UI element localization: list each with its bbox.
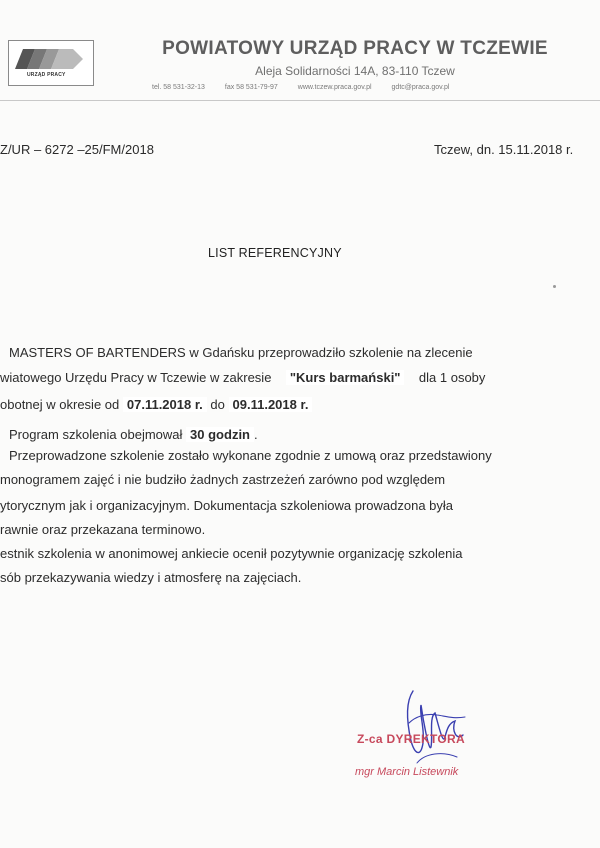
logo-text: URZĄD PRACY bbox=[27, 72, 66, 78]
p1-line-2 bbox=[0, 369, 485, 387]
fax-number: fax 58 531-79-97 bbox=[224, 84, 278, 91]
training-hours: 30 godzin bbox=[186, 427, 254, 442]
date-to: 09.11.2018 r. bbox=[229, 397, 313, 412]
signatory-name: mgr Marcin Listewnik bbox=[355, 766, 459, 778]
handwritten-signature bbox=[385, 683, 475, 773]
course-name: "Kurs barmański" bbox=[286, 370, 405, 385]
phone-number: tel. 58 531-32-13 bbox=[152, 84, 205, 91]
p3-line-1: Przeprowadzone szkolenie zostało wykonane zgodnie z umową oraz przedstawiony bbox=[9, 448, 492, 463]
p4-line-2: sób przekazywania wiedzy i atmosferę na zajęciach. bbox=[0, 570, 302, 585]
reference-number: Z/UR – 6272 –25/FM/2018 bbox=[0, 142, 154, 157]
scan-speck bbox=[553, 285, 556, 288]
logo bbox=[8, 40, 94, 86]
p3-line-2: monogramem zajęć i nie budziło żadnych zastrzeżeń zarówno pod względem bbox=[0, 472, 446, 487]
p3-line-3: ytorycznym jak i organizacyjnym. Dokumentacja szkoleniowa prowadzona była bbox=[0, 498, 454, 513]
p1-line-2-end: dla 1 osoby bbox=[418, 370, 486, 385]
office-contacts bbox=[152, 84, 467, 91]
p1-line-3 bbox=[0, 396, 312, 414]
logo-icon bbox=[13, 43, 89, 73]
website-link[interactable]: www.tczew.praca.gov.pl bbox=[297, 84, 372, 91]
p4-line-1: estnik szkolenia w anonimowej ankiecie ocenił pozytywnie organizację szkolenia bbox=[0, 546, 463, 561]
date-from: 07.11.2018 r. bbox=[123, 397, 207, 412]
office-address: Aleja Solidarności 14A, 83-110 Tczew bbox=[255, 64, 455, 78]
p1-line-3-text: obotnej w okresie od bbox=[0, 397, 120, 412]
p1-line-1 bbox=[9, 344, 473, 362]
place-date: Tczew, dn. 15.11.2018 r. bbox=[434, 142, 574, 157]
p2-line-1: Program szkolenia obejmował 30 godzin . bbox=[9, 427, 258, 442]
document-title: LIST REFERENCYJNY bbox=[208, 246, 342, 260]
office-name: POWIATOWY URZĄD PRACY W TCZEWIE bbox=[162, 38, 548, 59]
p3-line-4: rawnie oraz przekazana terminowo. bbox=[0, 522, 206, 537]
p2-text: Program szkolenia obejmował bbox=[9, 427, 183, 442]
header-divider bbox=[0, 100, 600, 101]
p1-line-2-text: wiatowego Urzędu Pracy w Tczewie w zakresie bbox=[0, 370, 272, 385]
company-name: MASTERS OF BARTENDERS bbox=[9, 345, 186, 360]
p1-line-1-text: w Gdańsku przeprowadziło szkolenie na zlecenie bbox=[189, 345, 473, 360]
email-link[interactable]: gdtc@praca.gov.pl bbox=[391, 84, 450, 91]
signatory-role: Z-ca DYREKTORA bbox=[357, 732, 465, 746]
date-connector: do bbox=[210, 397, 225, 412]
